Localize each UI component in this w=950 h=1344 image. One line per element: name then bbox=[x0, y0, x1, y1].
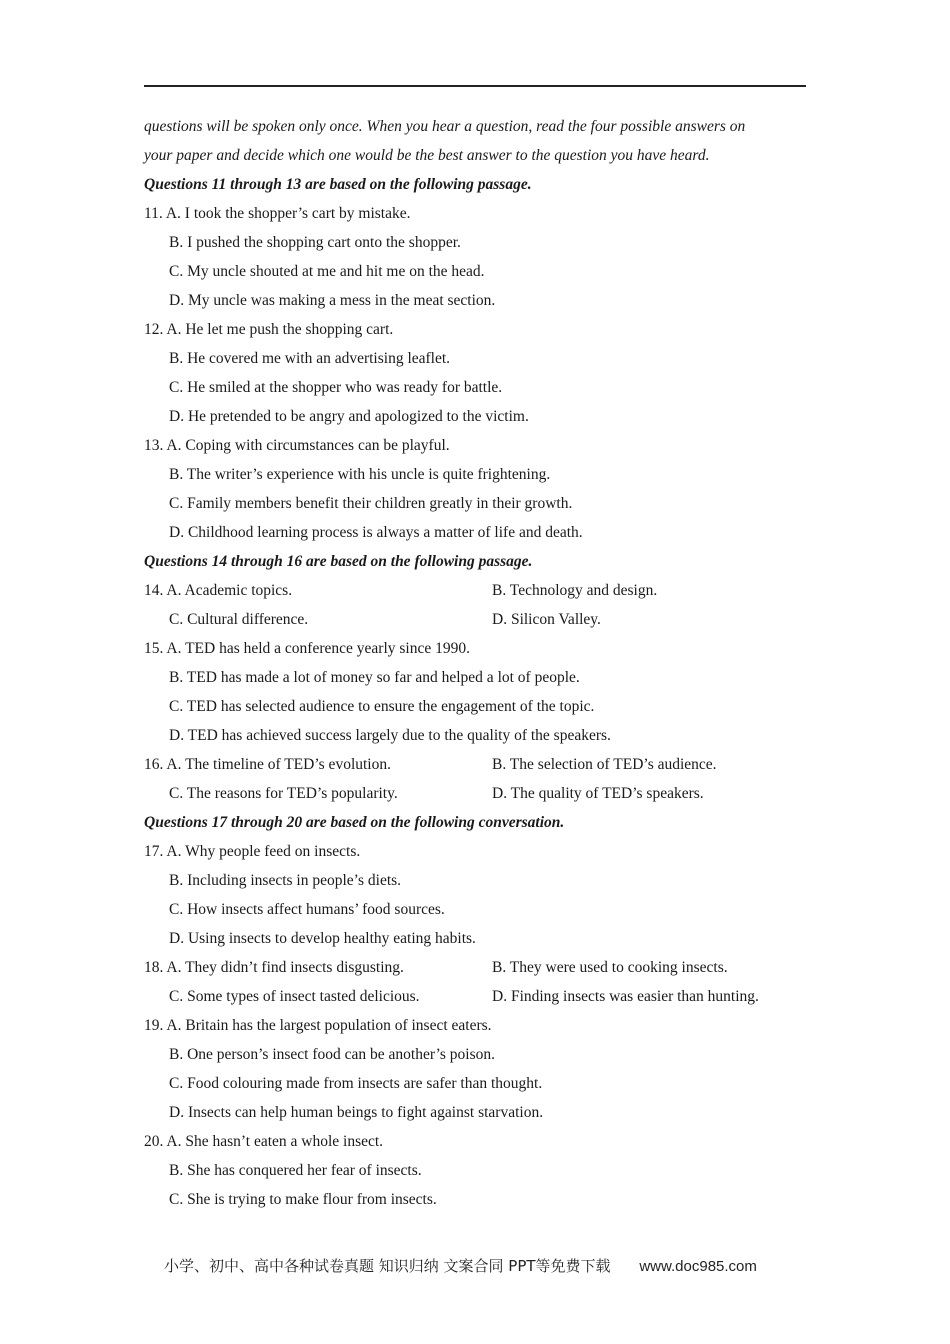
question-12-option-c: C. He smiled at the shopper who was ready for battle. bbox=[169, 379, 503, 396]
question-17-option-b: B. Including insects in people’s diets. bbox=[169, 872, 402, 889]
question-15-option-d: D. TED has achieved success largely due to the quality of the speakers. bbox=[169, 727, 611, 744]
question-16-option-c: C. The reasons for TED’s popularity. bbox=[169, 785, 398, 802]
question-12-option-b: B. He covered me with an advertising leaflet. bbox=[169, 350, 451, 367]
question-18-option-a: A. They didn’t find insects disgusting. bbox=[166, 959, 404, 976]
question-13-option-d: D. Childhood learning process is always a matter of life and death. bbox=[169, 524, 583, 541]
instruction-line: your paper and decide which one would be the best answer to the question you have heard. bbox=[144, 147, 710, 164]
question-12-option-a: 12. A. He let me push the shopping cart. bbox=[144, 321, 394, 338]
question-14-option-a: A. Academic topics. bbox=[166, 582, 293, 599]
question-13-option-c: C. Family members benefit their children greatly in their growth. bbox=[169, 495, 573, 512]
question-14-option-b: B. Technology and design. bbox=[492, 582, 658, 599]
question-20-option-a: 20. A. She hasn’t eaten a whole insect. bbox=[144, 1133, 384, 1150]
question-14-row-2 bbox=[144, 605, 814, 634]
question-15-option-c: C. TED has selected audience to ensure the engagement of the topic. bbox=[169, 698, 595, 715]
question-19-option-c: C. Food colouring made from insects are safer than thought. bbox=[169, 1075, 543, 1092]
section-header: Questions 14 through 16 are based on the following passage. bbox=[144, 553, 533, 570]
question-19-option-d: D. Insects can help human beings to fight against starvation. bbox=[169, 1104, 544, 1121]
document-body bbox=[144, 112, 814, 1214]
question-20-option-c: C. She is trying to make flour from insects. bbox=[169, 1191, 437, 1208]
question-12-option-d: D. He pretended to be angry and apologized to the victim. bbox=[169, 408, 529, 425]
question-16-option-a: A. The timeline of TED’s evolution. bbox=[166, 756, 391, 773]
instruction-line: questions will be spoken only once. When you hear a question, read the four possible answers on bbox=[144, 118, 746, 135]
question-18-option-c: C. Some types of insect tasted delicious. bbox=[169, 988, 420, 1005]
section-header: Questions 11 through 13 are based on the following passage. bbox=[144, 176, 532, 193]
question-16-row-2 bbox=[144, 779, 814, 808]
question-17-option-a: 17. A. Why people feed on insects. bbox=[144, 843, 361, 860]
question-17-option-c: C. How insects affect humans’ food sources. bbox=[169, 901, 445, 918]
question-11-option-b: B. I pushed the shopping cart onto the shopper. bbox=[169, 234, 461, 251]
question-18-row-1: 18. A. They didn’t find insects disgusting. B. They were used to cooking insects. bbox=[144, 953, 814, 982]
question-14-option-d: D. Silicon Valley. bbox=[492, 611, 601, 628]
question-16-option-d: D. The quality of TED’s speakers. bbox=[492, 785, 704, 802]
question-11-option-d: D. My uncle was making a mess in the meat section. bbox=[169, 292, 496, 309]
question-13-option-b: B. The writer’s experience with his uncle is quite frightening. bbox=[169, 466, 551, 483]
question-17-option-d: D. Using insects to develop healthy eating habits. bbox=[169, 930, 476, 947]
question-18-option-d: D. Finding insects was easier than hunting. bbox=[492, 988, 759, 1005]
question-16-row-1: 16. A. The timeline of TED’s evolution. B. The selection of TED’s audience. bbox=[144, 750, 814, 779]
question-19-option-a: 19. A. Britain has the largest population of insect eaters. bbox=[144, 1017, 492, 1034]
question-11-option-c: C. My uncle shouted at me and hit me on the head. bbox=[169, 263, 485, 280]
question-14-row-1: 14. A. Academic topics. B. Technology and design. bbox=[144, 576, 814, 605]
page-footer bbox=[164, 1253, 757, 1279]
top-rule bbox=[144, 85, 806, 87]
question-15-option-b: B. TED has made a lot of money so far and helped a lot of people. bbox=[169, 669, 580, 686]
question-11-option-a: 11. A. I took the shopper’s cart by mistake. bbox=[144, 205, 411, 222]
question-20-option-b: B. She has conquered her fear of insects. bbox=[169, 1162, 422, 1179]
footer-text: 小学、初中、高中各种试卷真题 知识归纳 文案合同 PPT等免费下载 bbox=[164, 1257, 611, 1275]
section-header: Questions 17 through 20 are based on the following conversation. bbox=[144, 814, 565, 831]
question-13-option-a: 13. A. Coping with circumstances can be playful. bbox=[144, 437, 450, 454]
question-18-option-b: B. They were used to cooking insects. bbox=[492, 959, 728, 976]
question-19-option-b: B. One person’s insect food can be another’s poison. bbox=[169, 1046, 496, 1063]
question-14-option-c: C. Cultural difference. bbox=[169, 611, 309, 628]
footer-url[interactable]: www.doc985.com bbox=[639, 1258, 757, 1275]
question-16-option-b: B. The selection of TED’s audience. bbox=[492, 756, 717, 773]
question-15-option-a: 15. A. TED has held a conference yearly since 1990. bbox=[144, 640, 470, 657]
question-18-row-2 bbox=[144, 982, 814, 1011]
